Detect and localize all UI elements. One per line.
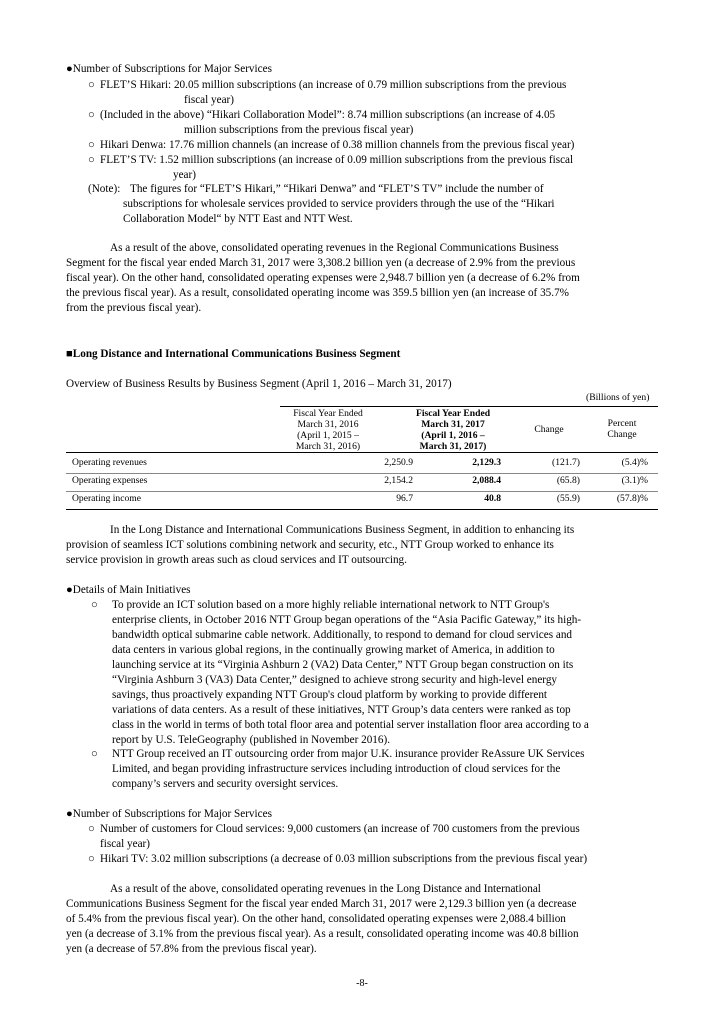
- circle-bullet-icon: ○: [88, 109, 95, 121]
- list-item-text-cont: million subscriptions from the previous fiscal year): [184, 124, 414, 136]
- paragraph-line: the previous fiscal year). As a result, consolidated operating income was 359.5 billion yen (an increase of 35.7%: [66, 287, 569, 299]
- list-item-text: Hikari TV: 3.02 million subscriptions (a decrease of 0.03 million subscriptions from the previous fiscal year): [100, 853, 588, 865]
- col-header-fy2017: [398, 408, 508, 452]
- initiative-line: bandwidth optical submarine cable network. Additionally, to respond to demand for cloud services and: [112, 629, 573, 641]
- paragraph-line: fiscal year). On the other hand, consolidated operating expenses were 2,948.7 billion yen (a decrease of 6.2% from: [66, 272, 580, 284]
- initiative-line: data centers in various global regions, in the continually growing market of America, in addition to: [112, 644, 555, 656]
- list-item: [88, 138, 688, 153]
- col-header-line: (April 1, 2015 –: [297, 430, 359, 441]
- initiative-line: variations of data centers. As a result of these initiatives, NTT Group’s data centers were ranked as top: [112, 704, 571, 716]
- paragraph-line: In the Long Distance and International Communications Business Segment, in addition to enhancing its: [110, 524, 575, 536]
- cell-fy2017: 2,088.4: [472, 475, 501, 486]
- segment-heading: ■Long Distance and International Communications Business Segment: [66, 348, 401, 360]
- list-item-text: Hikari Denwa: 17.76 million channels (an increase of 0.38 million channels from the previous fiscal year): [100, 139, 575, 151]
- cell-percent: (5.4)%: [621, 457, 648, 468]
- details-heading: ●Details of Main Initiatives: [66, 584, 191, 596]
- list-item: [88, 153, 688, 183]
- cell-change: (65.8): [556, 475, 580, 486]
- cell-fy2016: 96.7: [396, 493, 413, 504]
- initiative-item-1: [112, 598, 672, 748]
- circle-bullet-icon: ○: [91, 599, 98, 611]
- circle-bullet-icon: ○: [88, 154, 95, 166]
- initiative-line: company’s servers and security oversight services.: [112, 778, 339, 790]
- paragraph-line: service provision in growth areas such as cloud services and IT outsourcing.: [66, 554, 407, 566]
- row-label: Operating revenues: [72, 457, 147, 468]
- table-body: [66, 456, 658, 508]
- cell-change: (55.9): [556, 493, 580, 504]
- list-item-text-cont: fiscal year): [100, 838, 150, 850]
- col-header-line: Change: [607, 429, 637, 440]
- circle-bullet-icon: ○: [88, 139, 95, 151]
- paragraph-line: yen (a decrease of 57.8% from the previous fiscal year).: [66, 943, 317, 955]
- paragraph-line: Segment for the fiscal year ended March 31, 2017 were 3,308.2 billion yen (a decrease of 2.9% from the previous: [66, 257, 576, 269]
- col-header-line: March 31, 2016: [297, 419, 359, 430]
- col-header-line: Fiscal Year Ended: [415, 408, 491, 419]
- table-row: [66, 474, 658, 491]
- subscriptions-heading: ●Number of Subscriptions for Major Services: [66, 808, 272, 820]
- note-line: The figures for “FLET’S Hikari,” “Hikari Denwa” and “FLET’S TV” include the number of: [130, 183, 544, 195]
- list-item-text: FLET’S Hikari: 20.05 million subscriptions (an increase of 0.79 million subscriptions from the previous: [100, 79, 567, 91]
- initiative-line: savings, thus proactively expanding NTT Group's cloud platform by working to provide different: [112, 689, 548, 701]
- paragraph-line: from the previous fiscal year).: [66, 302, 202, 314]
- col-header-line: (April 1, 2016 –: [421, 430, 485, 441]
- col-header-line: March 31, 2017: [421, 419, 485, 430]
- list-item: [88, 108, 688, 138]
- row-divider: [66, 491, 658, 492]
- row-label: Operating expenses: [72, 475, 148, 486]
- list-item: [88, 822, 688, 852]
- table-row: [66, 456, 658, 473]
- unit-label: (Billions of yen): [586, 392, 650, 403]
- initiative-line: To provide an ICT solution based on a more highly reliable international network to NTT Group's: [112, 599, 550, 611]
- initiative-item-2: [112, 747, 672, 792]
- paragraph-line: yen (a decrease of 3.1% from the previous fiscal year). As a result, consolidated operating income was 40.8 billion: [66, 928, 579, 940]
- cell-change: (121.7): [552, 457, 580, 468]
- list-item-text: (Included in the above) “Hikari Collaboration Model”: 8.74 million subscriptions (an increase of 4.05: [100, 109, 556, 121]
- paragraph-line: Communications Business Segment for the fiscal year ended March 31, 2017 were 2,129.3 billion yen (a decrease: [66, 898, 577, 910]
- circle-bullet-icon: ○: [91, 748, 98, 760]
- list-item-text: Number of customers for Cloud services: 9,000 customers (an increase of 700 customers from the previous: [100, 823, 580, 835]
- cell-percent: (3.1)%: [621, 475, 648, 486]
- note-line: subscriptions for wholesale services provided to service providers through the use of the “Hikari: [123, 198, 555, 210]
- paragraph-line: provision of seamless ICT solutions combining network and security, etc., NTT Group worked to enhance its: [66, 539, 554, 551]
- table-bottom-rule: [66, 509, 658, 510]
- table-header-rule: [66, 452, 658, 453]
- initiative-line: “Virginia Ashburn 3 (VA3) Data Center,” designed to achieve strong security and high-level energy: [112, 674, 558, 686]
- paragraph-line: As a result of the above, consolidated operating revenues in the Regional Communications Business: [110, 242, 559, 254]
- list-item: [88, 78, 688, 108]
- circle-bullet-icon: ○: [88, 853, 95, 865]
- table-row: [66, 492, 658, 509]
- initiative-line: enterprise clients, in October 2016 NTT Group began operations of the “Asia Pacific Gateway,” its high-: [112, 614, 582, 626]
- col-header-line: March 31, 2016): [295, 441, 361, 452]
- col-header-fy2016: [283, 408, 373, 452]
- paragraph-line: of 5.4% from the previous fiscal year). On the other hand, consolidated operating expenses were 2,088.4 billion: [66, 913, 566, 925]
- cell-fy2017: 2,129.3: [472, 457, 501, 468]
- subscriptions-heading: ●Number of Subscriptions for Major Services: [66, 63, 272, 75]
- table-top-rule: [280, 406, 658, 407]
- cell-fy2017: 40.8: [484, 493, 501, 504]
- cell-percent: (57.8)%: [616, 493, 648, 504]
- note-line: Collaboration Model“ by NTT East and NTT West.: [123, 213, 353, 225]
- circle-bullet-icon: ○: [88, 79, 95, 91]
- initiative-line: report by U.S. TeleGeography (published in November 2016).: [112, 734, 391, 746]
- initiative-line: Limited, and began providing infrastructure services including introduction of cloud services for the: [112, 763, 561, 775]
- list-item-text-cont: fiscal year): [184, 94, 234, 106]
- col-header-line: March 31, 2017): [419, 441, 487, 452]
- overview-title: Overview of Business Results by Business Segment (April 1, 2016 – March 31, 2017): [66, 378, 452, 390]
- row-label: Operating income: [72, 493, 141, 504]
- col-header-percent: [594, 418, 650, 440]
- list-item-text-cont: year): [173, 169, 196, 181]
- note-label: (Note):: [88, 183, 121, 195]
- circle-bullet-icon: ○: [88, 823, 95, 835]
- page-number: -8-: [356, 978, 368, 989]
- paragraph-line: As a result of the above, consolidated operating revenues in the Long Distance and International: [110, 883, 541, 895]
- list-item: [88, 852, 688, 867]
- initiative-line: class in the world in terms of both total floor area and potential server installation floor area according to a: [112, 719, 589, 731]
- cell-fy2016: 2,154.2: [384, 475, 413, 486]
- row-divider: [66, 473, 658, 474]
- col-header-change: Change: [534, 424, 564, 435]
- cell-fy2016: 2,250.9: [384, 457, 413, 468]
- list-item-text: FLET’S TV: 1.52 million subscriptions (an increase of 0.09 million subscriptions from the previous fiscal: [100, 154, 574, 166]
- initiative-line: launching service at its “Virginia Ashburn 2 (VA2) Data Center,” NTT Group began construction on its: [112, 659, 574, 671]
- initiative-line: NTT Group received an IT outsourcing order from major U.K. insurance provider ReAssure UK Services: [112, 748, 585, 760]
- col-header-line: Percent: [607, 418, 637, 429]
- col-header-line: Fiscal Year Ended: [293, 408, 363, 419]
